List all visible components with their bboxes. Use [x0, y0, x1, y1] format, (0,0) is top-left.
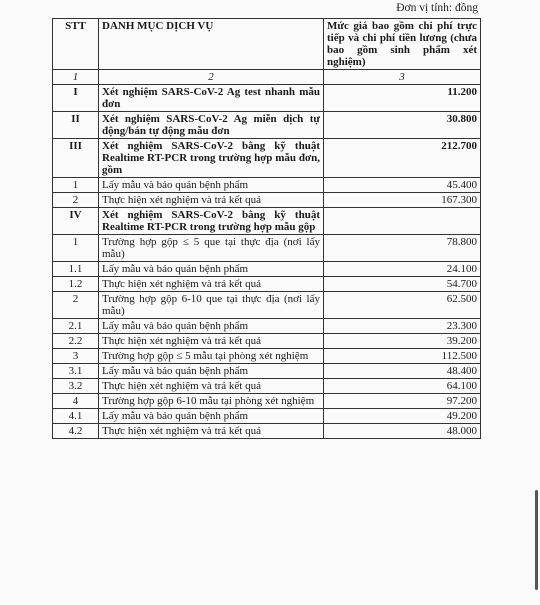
table-row — [53, 319, 481, 334]
row-price: 112.500 — [324, 349, 481, 364]
table-row — [53, 424, 481, 439]
table-row — [53, 334, 481, 349]
row-service-name: Lấy mẫu và bảo quản bệnh phẩm — [99, 262, 324, 277]
row-stt: 3.1 — [53, 364, 99, 379]
row-price: 45.400 — [324, 178, 481, 193]
row-stt: 2 — [53, 292, 99, 319]
unit-note: Đơn vị tính: đồng — [396, 2, 478, 14]
row-stt: 1 — [53, 178, 99, 193]
row-service-name: Xét nghiệm SARS-CoV-2 bằng kỹ thuật Realtime RT-PCR trong trường hợp mẫu đơn, gồm — [99, 139, 324, 178]
row-stt: 2.1 — [53, 319, 99, 334]
index-cell-1: 1 — [53, 70, 99, 85]
row-price: 64.100 — [324, 379, 481, 394]
vertical-scrollbar[interactable] — [535, 490, 538, 590]
row-stt: 3 — [53, 349, 99, 364]
row-price: 11.200 — [324, 85, 481, 112]
row-stt: III — [53, 139, 99, 178]
row-service-name: Lấy mẫu và bảo quản bệnh phẩm — [99, 178, 324, 193]
row-service-name: Trường hợp gộp ≤ 5 mẫu tại phòng xét nghiệm — [99, 349, 324, 364]
table-row — [53, 208, 481, 235]
header-price: Mức giá bao gồm chi phí trực tiếp và chi phí tiền lương (chưa bao gồm sinh phẩm xét nghiệm) — [324, 19, 481, 70]
table-row — [53, 235, 481, 262]
row-service-name: Trường hợp gộp 6-10 que tại thực địa (nơi lấy mẫu) — [99, 292, 324, 319]
row-stt: 1.2 — [53, 277, 99, 292]
row-stt: 2.2 — [53, 334, 99, 349]
table-row — [53, 379, 481, 394]
row-service-name: Xét nghiệm SARS-CoV-2 bằng kỹ thuật Realtime RT-PCR trong trường hợp mẫu gộp — [99, 208, 324, 235]
row-stt: IV — [53, 208, 99, 235]
header-service: DANH MỤC DỊCH VỤ — [99, 19, 324, 70]
row-price: 23.300 — [324, 319, 481, 334]
row-service-name: Xét nghiệm SARS-CoV-2 Ag miễn dịch tự động/bán tự động mẫu đơn — [99, 112, 324, 139]
row-service-name: Thực hiện xét nghiệm và trả kết quả — [99, 277, 324, 292]
row-price — [324, 208, 481, 235]
row-service-name: Thực hiện xét nghiệm và trả kết quả — [99, 193, 324, 208]
row-stt: 1 — [53, 235, 99, 262]
row-service-name: Lấy mẫu và bảo quản bệnh phẩm — [99, 319, 324, 334]
table-row — [53, 277, 481, 292]
row-service-name: Lấy mẫu và bảo quản bệnh phẩm — [99, 364, 324, 379]
row-price: 48.400 — [324, 364, 481, 379]
row-service-name: Trường hợp gộp 6-10 mẫu tại phòng xét nghiệm — [99, 394, 324, 409]
row-stt: 4.2 — [53, 424, 99, 439]
table-row — [53, 262, 481, 277]
header-stt: STT — [53, 19, 99, 70]
row-stt: 3.2 — [53, 379, 99, 394]
table-row — [53, 364, 481, 379]
row-price: 48.000 — [324, 424, 481, 439]
row-stt: 4 — [53, 394, 99, 409]
row-price: 49.200 — [324, 409, 481, 424]
index-cell-2: 2 — [99, 70, 324, 85]
table-row — [53, 394, 481, 409]
row-price: 167.300 — [324, 193, 481, 208]
row-price: 62.500 — [324, 292, 481, 319]
row-service-name: Trường hợp gộp ≤ 5 que tại thực địa (nơi lấy mẫu) — [99, 235, 324, 262]
price-table — [52, 18, 481, 439]
row-price: 54.700 — [324, 277, 481, 292]
row-price: 212.700 — [324, 139, 481, 178]
row-price: 97.200 — [324, 394, 481, 409]
row-stt: 1.1 — [53, 262, 99, 277]
index-cell-3: 3 — [324, 70, 481, 85]
row-stt: II — [53, 112, 99, 139]
row-service-name: Thực hiện xét nghiệm và trả kết quả — [99, 424, 324, 439]
table-header-row — [53, 19, 481, 70]
table-index-row — [53, 70, 481, 85]
row-stt: 2 — [53, 193, 99, 208]
row-price: 30.800 — [324, 112, 481, 139]
row-service-name: Thực hiện xét nghiệm và trả kết quả — [99, 379, 324, 394]
table-row — [53, 112, 481, 139]
table-row — [53, 178, 481, 193]
table-row — [53, 85, 481, 112]
row-service-name: Xét nghiệm SARS-CoV-2 Ag test nhanh mẫu đơn — [99, 85, 324, 112]
row-price: 39.200 — [324, 334, 481, 349]
table-row — [53, 193, 481, 208]
row-price: 78.800 — [324, 235, 481, 262]
table-row — [53, 139, 481, 178]
table-row — [53, 409, 481, 424]
row-stt: 4.1 — [53, 409, 99, 424]
row-price: 24.100 — [324, 262, 481, 277]
table-row — [53, 349, 481, 364]
row-stt: I — [53, 85, 99, 112]
table-body — [53, 85, 481, 439]
row-service-name: Thực hiện xét nghiệm và trả kết quả — [99, 334, 324, 349]
row-service-name: Lấy mẫu và bảo quản bệnh phẩm — [99, 409, 324, 424]
table-row — [53, 292, 481, 319]
